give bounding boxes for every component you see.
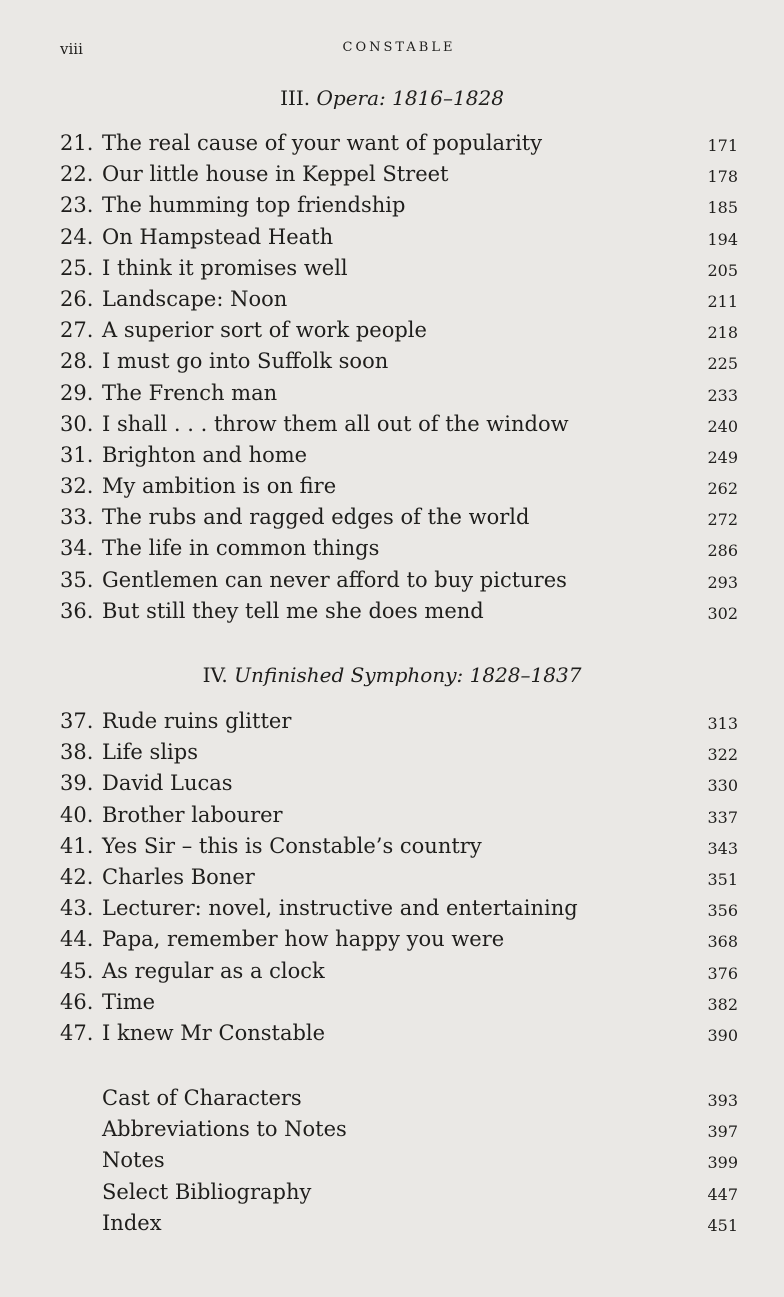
contents-entry [60,565,738,596]
end-matter-entry [60,1114,738,1145]
page-number: 302 [707,603,738,623]
page-number: 272 [707,510,738,530]
page-number: 185 [707,198,738,218]
chapter-title: The life in common things [102,536,380,561]
chapter-number: 26. [60,286,94,311]
end-matter-title: Cast of Characters [102,1086,302,1110]
contents-entry [60,190,738,221]
contents-entry [60,862,738,893]
chapter-number: 25. [60,255,94,280]
chapter-number: 45. [60,958,94,983]
page-number: 293 [707,572,738,592]
end-matter-title: Index [102,1210,162,1235]
chapter-number: 43. [60,896,94,921]
chapter-title: Charles Boner [102,864,255,889]
page-number: 178 [707,167,738,187]
page-number: 313 [707,714,738,733]
end-matter-entry [60,1208,738,1239]
chapter-title: I shall . . . throw them all out of the window [102,411,569,436]
chapter-number: 28. [60,349,94,374]
chapter-title: Landscape: Noon [102,286,288,311]
chapter-title: The humming top friendship [102,193,406,218]
page-number: 286 [707,541,738,561]
contents-entry [60,440,738,471]
end-matter-title: Notes [102,1148,165,1173]
chapter-title: Lecturer: novel, instructive and entertaining [102,896,578,921]
chapter-title: As regular as a clock [102,958,325,983]
chapter-number: 40. [60,802,94,827]
chapter-number: 41. [60,833,94,858]
contents-entry [60,533,738,564]
end-matter-entry [60,1177,738,1208]
chapter-title: But still they tell me she does mend [102,598,484,623]
chapter-number: 39. [60,771,94,796]
page-number: 225 [707,354,738,374]
page-number: 393 [707,1091,738,1110]
chapter-number: 44. [60,927,94,952]
section-name: Opera: 1816–1828 [316,86,504,110]
page-number: 171 [707,136,738,155]
contents-entry [60,471,738,502]
chapter-title: Brother labourer [102,802,283,827]
contents-entry [60,831,738,862]
page-number: 249 [707,447,738,467]
page-number: 218 [707,323,738,343]
chapter-number: 35. [60,567,94,592]
chapter-number: 33. [60,505,94,530]
end-matter-entry [60,1083,738,1114]
chapter-number: 31. [60,442,94,467]
end-matter-list [60,1083,738,1239]
contents-entry [60,706,738,737]
chapter-number: 24. [60,224,94,249]
section-number: IV. [202,663,228,687]
contents-entry [60,378,738,409]
page-number: 390 [707,1025,738,1045]
chapter-title: Time [102,989,156,1014]
page-number: 399 [707,1153,738,1173]
chapter-title: Gentlemen can never afford to buy pictures [102,567,567,592]
page-number: 211 [707,291,738,311]
chapter-title: The rubs and ragged edges of the world [102,505,530,530]
page-number: 382 [707,994,738,1014]
chapter-number: 34. [60,536,94,561]
contents-entry [60,502,738,533]
section-heading-4 [0,663,784,687]
page-number: 205 [707,260,738,280]
contents-entry [60,956,738,987]
chapter-number: 38. [60,740,94,765]
contents-entry [60,253,738,284]
chapter-title: The French man [102,380,278,405]
chapter-title: A superior sort of work people [102,318,427,343]
contents-entry [60,987,738,1018]
book-title: CONSTABLE [342,40,456,55]
chapter-title: I knew Mr Constable [102,1020,326,1045]
page-number: 447 [707,1184,738,1204]
chapter-number: 29. [60,380,94,405]
chapter-number: 21. [60,131,94,155]
page-number: 451 [707,1215,738,1235]
page-number: 368 [707,932,738,952]
page-number: 343 [707,838,738,858]
page-number: 322 [707,745,738,765]
contents-entry [60,768,738,799]
chapter-title: I must go into Suffolk soon [102,349,389,374]
chapter-title: Life slips [102,740,198,765]
chapter-title: Brighton and home [102,442,308,467]
chapter-title: On Hampstead Heath [102,224,334,249]
chapter-title: I think it promises well [102,255,348,280]
page-number: 337 [707,807,738,827]
running-head [60,40,738,62]
contents-entry [60,315,738,346]
contents-entry [60,924,738,955]
page-number: 233 [707,385,738,405]
chapter-number: 42. [60,864,94,889]
chapter-number: 37. [60,709,94,733]
contents-entry [60,159,738,190]
page-number: 351 [707,869,738,889]
contents-list-section-3 [60,128,738,627]
end-matter-entry [60,1145,738,1176]
page-number: 330 [707,776,738,796]
section-heading-3 [0,86,784,110]
section-name: Unfinished Symphony: 1828–1837 [234,663,582,687]
chapter-title: My ambition is on fire [102,474,337,499]
chapter-number: 46. [60,989,94,1014]
page-folio: viii [60,40,83,58]
contents-entry [60,737,738,768]
chapter-number: 32. [60,474,94,499]
page-number: 356 [707,901,738,921]
chapter-title: Papa, remember how happy you were [102,927,505,952]
chapter-number: 47. [60,1020,94,1045]
chapter-number: 36. [60,598,94,623]
contents-entry [60,346,738,377]
page-number: 262 [707,479,738,499]
end-matter-title: Select Bibliography [102,1179,312,1204]
contents-entry [60,1018,738,1049]
contents-list-section-4 [60,706,738,1049]
chapter-number: 27. [60,318,94,343]
chapter-number: 22. [60,162,94,187]
chapter-title: The real cause of your want of popularity [102,131,543,155]
chapter-title: Our little house in Keppel Street [102,162,449,187]
page-number: 376 [707,963,738,983]
chapter-title: David Lucas [102,771,233,796]
contents-entry [60,596,738,627]
contents-entry [60,128,738,159]
page-number: 194 [707,229,738,249]
end-matter-title: Abbreviations to Notes [102,1117,347,1142]
contents-entry [60,284,738,315]
contents-entry [60,222,738,253]
page-number: 240 [707,416,738,436]
chapter-number: 23. [60,193,94,218]
contents-entry [60,893,738,924]
chapter-title: Rude ruins glitter [102,709,292,733]
contents-entry [60,409,738,440]
contents-entry [60,800,738,831]
chapter-title: Yes Sir – this is Constable’s country [102,833,482,858]
page-number: 397 [707,1122,738,1142]
section-number: III. [280,86,311,110]
chapter-number: 30. [60,411,94,436]
